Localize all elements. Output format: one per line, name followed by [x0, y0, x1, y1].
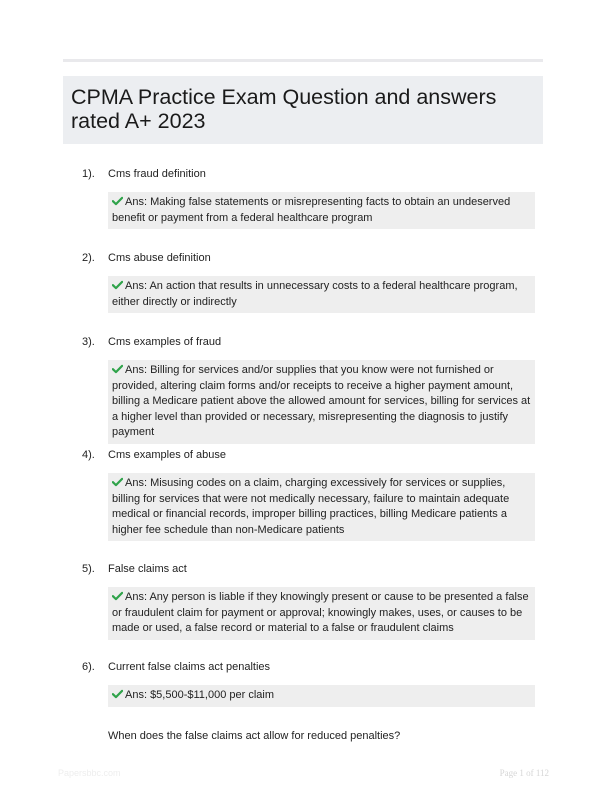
answer-text: Ans: Misusing codes on a claim, charging excessively for services or supplies, billing for services that were not medically necessary, failure to maintain adequate medical or financial records, improper billing practices, billing Medicare patients a higher fee schedule than non-Medicare patients: [112, 477, 510, 536]
answer-text: Ans: Any person is liable if they knowingly present or cause to be presented a false or fraudulent claim for payment or approval; knowingly makes, uses, or causes to be made or used, a false record or material to a false or fraudulent claims: [112, 591, 529, 634]
check-icon: [112, 196, 123, 206]
answer-box: [108, 685, 535, 707]
check-icon: [112, 364, 123, 374]
answer-text: Ans: An action that results in unnecessary costs to a federal healthcare program, either directly or indirectly: [112, 280, 518, 308]
check-icon: [112, 689, 123, 699]
question-text: False claims act: [108, 563, 187, 575]
answer-text: Ans: $5,500-$11,000 per claim: [125, 689, 274, 701]
question-number: 2).: [82, 252, 95, 264]
answer-box: [108, 276, 535, 313]
question-text: Cms abuse definition: [108, 252, 211, 264]
next-question-text: When does the false claims act allow for reduced penalties?: [108, 730, 401, 742]
question-number: 1).: [82, 168, 95, 180]
question-number: 3).: [82, 336, 95, 348]
page-number: Page 1 of 112: [499, 768, 549, 778]
question-number: 6).: [82, 661, 95, 673]
answer-box: [108, 473, 535, 541]
question-number: 5).: [82, 563, 95, 575]
document-title: CPMA Practice Exam Question and answers rated A+ 2023: [71, 85, 497, 133]
question-text: Cms examples of abuse: [108, 449, 226, 461]
check-icon: [112, 591, 123, 601]
watermark-text: Papersbbc.com: [58, 768, 121, 778]
question-text: Cms fraud definition: [108, 168, 206, 180]
question-number: 4).: [82, 449, 95, 461]
answer-text: Ans: Making false statements or misrepresenting facts to obtain an undeserved benefit or payment from a federal healthcare program: [112, 196, 511, 224]
title-banner: [63, 76, 543, 144]
check-icon: [112, 477, 123, 487]
answer-text: Ans: Billing for services and/or supplies that you know were not furnished or provided, altering claim forms and/or receipts to receive a higher payment amount, billing a Medicare patient above the allowed amount for services, billing for services at a higher level than provided or necessary, misrepresenting the diagnosis to justify payment: [112, 364, 531, 438]
question-text: Cms examples of fraud: [108, 336, 222, 348]
answer-box: [108, 587, 535, 640]
check-icon: [112, 280, 123, 290]
question-text: Current false claims act penalties: [108, 661, 271, 673]
answer-box: [108, 192, 535, 229]
answer-box: [108, 360, 535, 444]
top-divider: [63, 59, 543, 62]
